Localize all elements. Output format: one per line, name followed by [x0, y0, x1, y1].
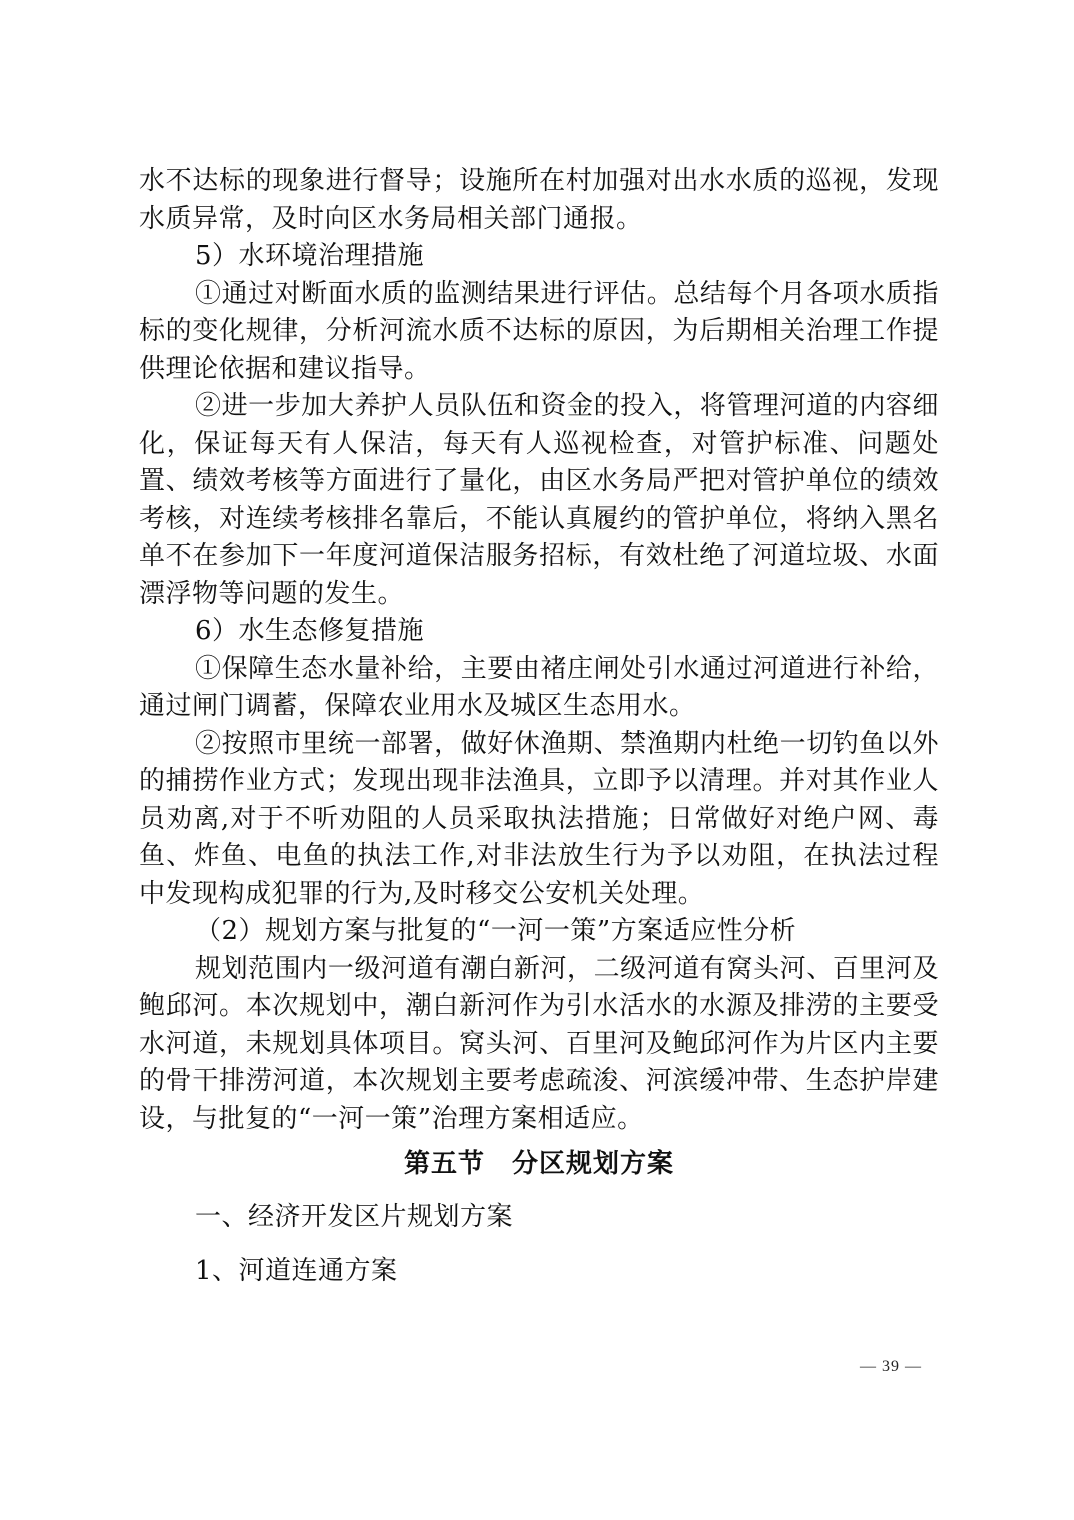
subsection-heading-adaptability: （2）规划方案与批复的“一河一策”方案适应性分析	[195, 916, 797, 946]
paragraph-measure-2: ②进一步加大养护人员队伍和资金的投入，将管理河道的内容细化，保证每天有人保洁，每天有人巡视检查，对管护标准、问题处置、绩效考核等方面进行了量化，由区水务局严把对管护单位的绩效考核，对连续考核排名靠后，不能认真履约的管护单位，将纳入黑名单不在参加下一年度河道保洁服务招标，有效杜绝了河道垃圾、水面漂浮物等问题的发生。	[139, 391, 939, 609]
subheading-economic-zone: 一、经济开发区片规划方案	[195, 1202, 514, 1232]
paragraph-continuation: 水不达标的现象进行督导；设施所在村加强对出水水质的巡视，发现水质异常，及时向区水务局相关部门通报。	[139, 166, 939, 234]
section-heading: 第五节 分区规划方案	[403, 1149, 674, 1179]
subheading-river-connection: 1、河道连通方案	[195, 1256, 398, 1286]
page-number: — 39 —	[860, 1358, 922, 1375]
paragraph-measure-1: ①通过对断面水质的监测结果进行评估。总结每个月各项水质指标的变化规律，分析河流水质不达标的原因，为后期相关治理工作提供理论依据和建议指导。	[139, 278, 939, 384]
page-body	[139, 163, 939, 1298]
subsection-heading-water-ecology: 6）水生态修复措施	[195, 616, 425, 646]
subsection-heading-water-environment: 5）水环境治理措施	[195, 241, 425, 271]
paragraph-ecology-2: ②按照市里统一部署，做好休渔期、禁渔期内杜绝一切钓鱼以外的捕捞作业方式；发现出现非法渔具，立即予以清理。并对其作业人员劝离,对于不听劝阻的人员采取执法措施；日常做好对绝户网、毒鱼、炸鱼、电鱼的执法工作,对非法放生行为予以劝阻，在执法过程中发现构成犯罪的行为,及时移交公安机关处理。	[139, 728, 939, 909]
paragraph-adaptability: 规划范围内一级河道有潮白新河，二级河道有窝头河、百里河及鲍邱河。本次规划中，潮白新河作为引水活水的水源及排涝的主要受水河道，未规划具体项目。窝头河、百里河及鲍邱河作为片区内主要的骨干排涝河道，本次规划主要考虑疏浚、河滨缓冲带、生态护岸建设，与批复的“一河一策”治理方案相适应。	[139, 953, 939, 1134]
paragraph-ecology-1: ①保障生态水量补给，主要由褚庄闸处引水通过河道进行补给，通过闸门调蓄，保障农业用水及城区生态用水。	[139, 653, 939, 721]
